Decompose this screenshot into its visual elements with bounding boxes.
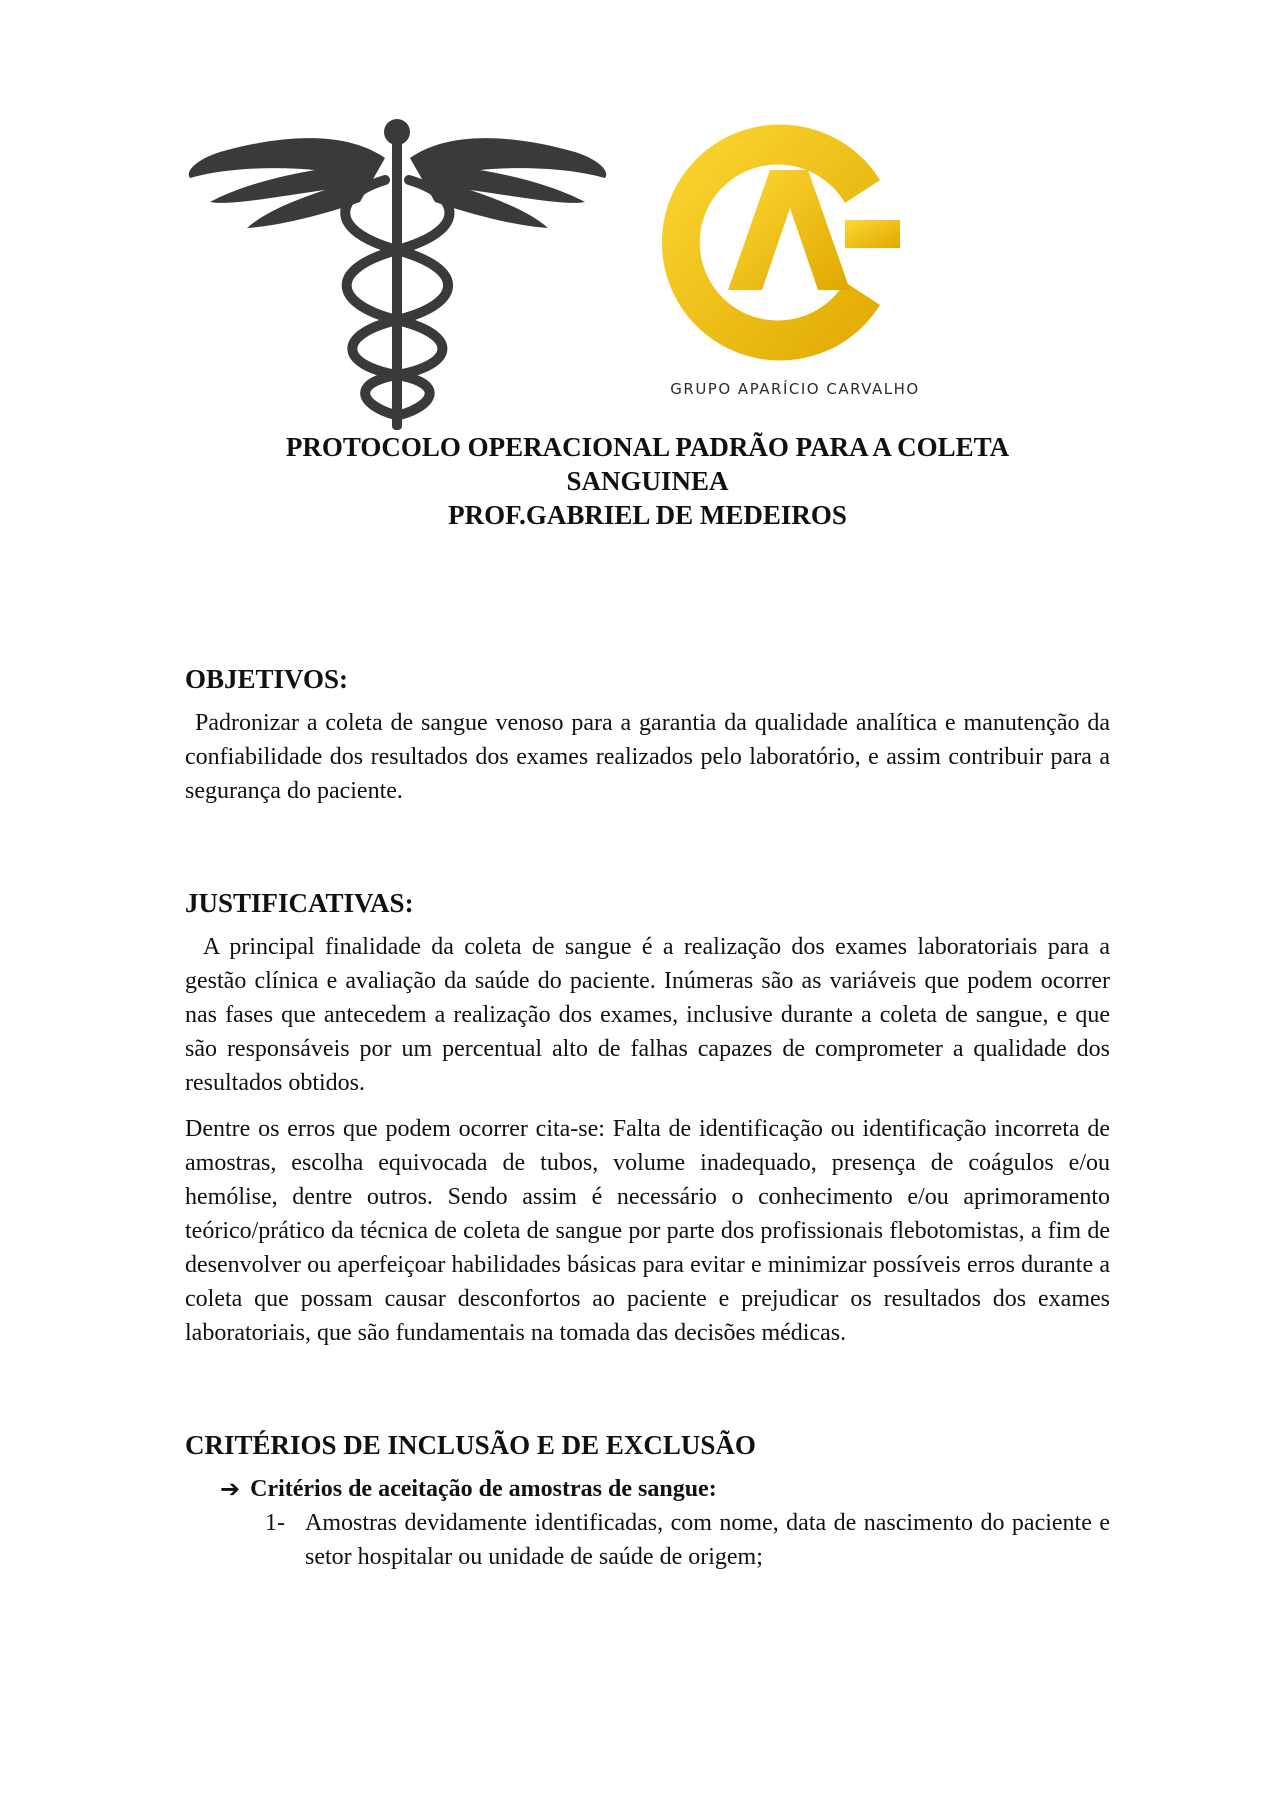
arrow-right-icon: ➔ [220, 1475, 241, 1503]
title-line-2: SANGUINEA [566, 466, 729, 496]
section-justificativas [185, 886, 1110, 1350]
section-objetivos [185, 662, 1110, 808]
grupo-aparicio-carvalho-logo [640, 110, 945, 410]
title-line-1: PROTOCOLO OPERACIONAL PADRÃO PARA A COLETA [285, 432, 1010, 462]
objetivos-heading: OBJETIVOS: [185, 664, 349, 694]
justificativas-heading: JUSTIFICATIVAS: [185, 888, 414, 918]
criterios-subheading: Critérios de aceitação de amostras de sangue: [250, 1476, 717, 1502]
criterios-heading: CRITÉRIOS DE INCLUSÃO E DE EXCLUSÃO [185, 1430, 756, 1460]
document-body [185, 662, 1110, 1574]
list-item-number: 1- [265, 1510, 285, 1536]
logo-caption: GRUPO APARÍCIO CARVALHO [670, 380, 920, 398]
logo-area [185, 110, 945, 430]
caduceus-icon [185, 110, 610, 430]
justificativas-paragraph-2: Dentre os erros que podem ocorrer cita-se: Falta de identificação ou identificação incorreta de amostras, escolha equivocada de tubos, volume inadequado, presença de coágulos e/ou hemólise, dentre outros. Sendo assim é necessário o conhecimento e/ou aprimoramento teórico/prático da técnica de coleta de sangue por parte dos profissionais flebotomistas, a fim de desenvolver ou aperfeiçoar habilidades básicas para evitar e minimizar possíveis erros durante a coleta que possam causar desconfortos ao paciente e prejudicar os resultados dos exames laboratoriais, que são fundamentais na tomada das decisões médicas. [185, 1116, 1110, 1346]
document-title [185, 430, 1110, 532]
justificativas-paragraph-1: A principal finalidade da coleta de sangue é a realização dos exames laboratoriais para a gestão clínica e avaliação da saúde do paciente. Inúmeras são as variáveis que podem ocorrer nas fases que antecedem a realização dos exames, inclusive durante a coleta de sangue, e que são responsáveis por um percentual alto de falhas capazes de comprometer a qualidade dos resultados obtidos. [185, 934, 1110, 1096]
list-item [265, 1506, 1110, 1574]
section-criterios [185, 1428, 1110, 1574]
objetivos-paragraph: Padronizar a coleta de sangue venoso para a garantia da qualidade analítica e manutenção da confiabilidade dos resultados dos exames realizados pelo laboratório, e assim contribuir para a segurança do paciente. [185, 710, 1110, 804]
criterios-subheading-row [220, 1472, 1110, 1506]
list-item-text: Amostras devidamente identificadas, com nome, data de nascimento do paciente e setor hospitalar ou unidade de saúde de origem; [305, 1510, 1110, 1570]
title-author: PROF.GABRIEL DE MEDEIROS [448, 500, 847, 530]
